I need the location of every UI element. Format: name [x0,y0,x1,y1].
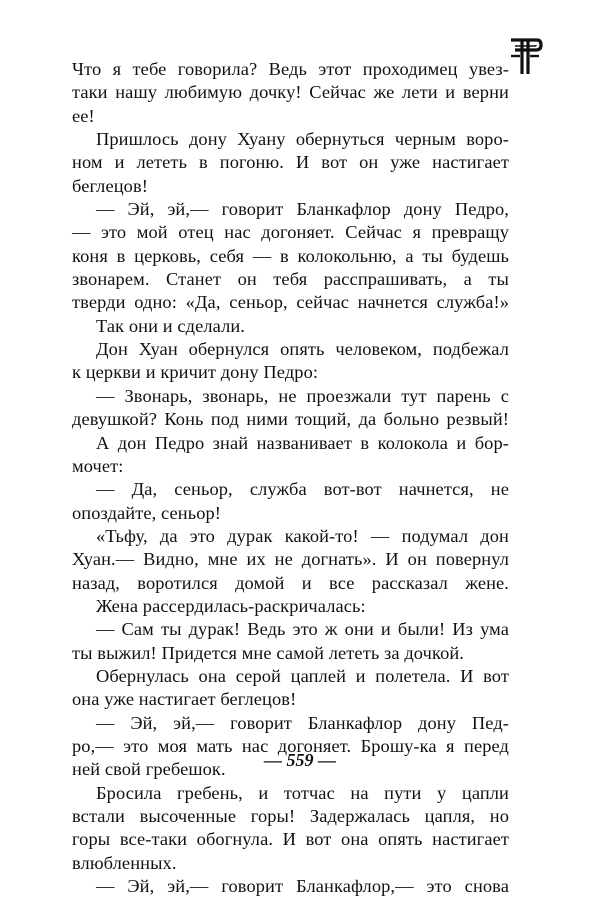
text-line: к церкви и кричит дону Педро: [72,362,319,383]
text-line: ее! [72,105,95,126]
text-line: мочет: [72,455,124,476]
text-line: она уже настигает беглецов! [72,689,297,710]
text-line: Обернулась она серой цаплей и полетела. И вот [96,665,509,686]
page-number: — 559 — [264,750,336,770]
text-line: Дон Хуан обернулся опять человеком, подбежал [96,339,509,360]
text-line: ном и лететь в погоню. И вот он уже настигает [72,152,509,173]
text-line: Хуан.— Видно, мне их не догнать». И он повернул [72,549,509,570]
text-line: влюбленных. [72,852,177,873]
text-line: опоздайте, сеньор! [72,502,222,523]
text-line: Жена рассердилась-раскричалась: [96,595,366,616]
body-text [72,58,509,898]
text-line: — Эй, эй,— говорит Бланкафлор дону Пед- [96,712,509,733]
text-line: Что я тебе говорила? Ведь этот проходимец увез- [72,59,509,79]
text-line: — Да, сеньор, служба вот-вот начнется, не [96,479,509,500]
text-line: ты выжил! Придется мне самой лететь за дочкой. [72,642,465,663]
text-line: — Сам ты дурак! Ведь это ж они и были! Из ума [96,619,509,640]
text-line: Пришлось дону Хуану обернуться черным воро- [96,129,509,150]
text-line: таки нашу любимую дочку! Сейчас же лети и верни [72,82,509,103]
text-line: ней свой гребешок. [72,759,226,780]
text-line: звонарем. Станет он тебя расспрашивать, а ты [72,269,509,290]
text-line: девушкой? Конь под ними тощий, да больно резвый! [72,409,509,430]
text-line: горы все-таки обогнула. И вот она опять настигает [72,829,509,850]
text-line: «Тьфу, да это дурак какой-то! — подумал дон [96,525,509,546]
text-line: тверди одно: «Да, сеньор, сейчас начнется служба!» [72,292,509,313]
text-line: встали высоченные горы! Задержалась цапля, но [72,806,509,826]
text-line: Так они и сделали. [96,315,245,336]
text-line: А дон Педро знай названивает в колокола и бор- [96,432,509,453]
text-line: беглецов! [72,175,148,196]
text-line: Бросила гребень, и тотчас на пути у цапли [96,782,509,803]
ornament-icon [507,36,543,76]
text-line: — Звонарь, звонарь, не проезжали тут парень с [96,385,509,406]
text-line: — Эй, эй,— говорит Бланкафлор дону Педро, [96,199,509,220]
text-line: назад, воротился домой и все рассказал жене. [72,572,509,593]
text-line: коня в церковь, себя — в колокольню, а ты будешь [72,245,509,266]
text-line: — Эй, эй,— говорит Бланкафлор,— это снова [96,876,509,897]
text-line: ро,— это моя мать нас догоняет. Брошу-ка я перед [72,735,509,756]
text-line: — это мой отец нас догоняет. Сейчас я превращу [72,222,509,243]
